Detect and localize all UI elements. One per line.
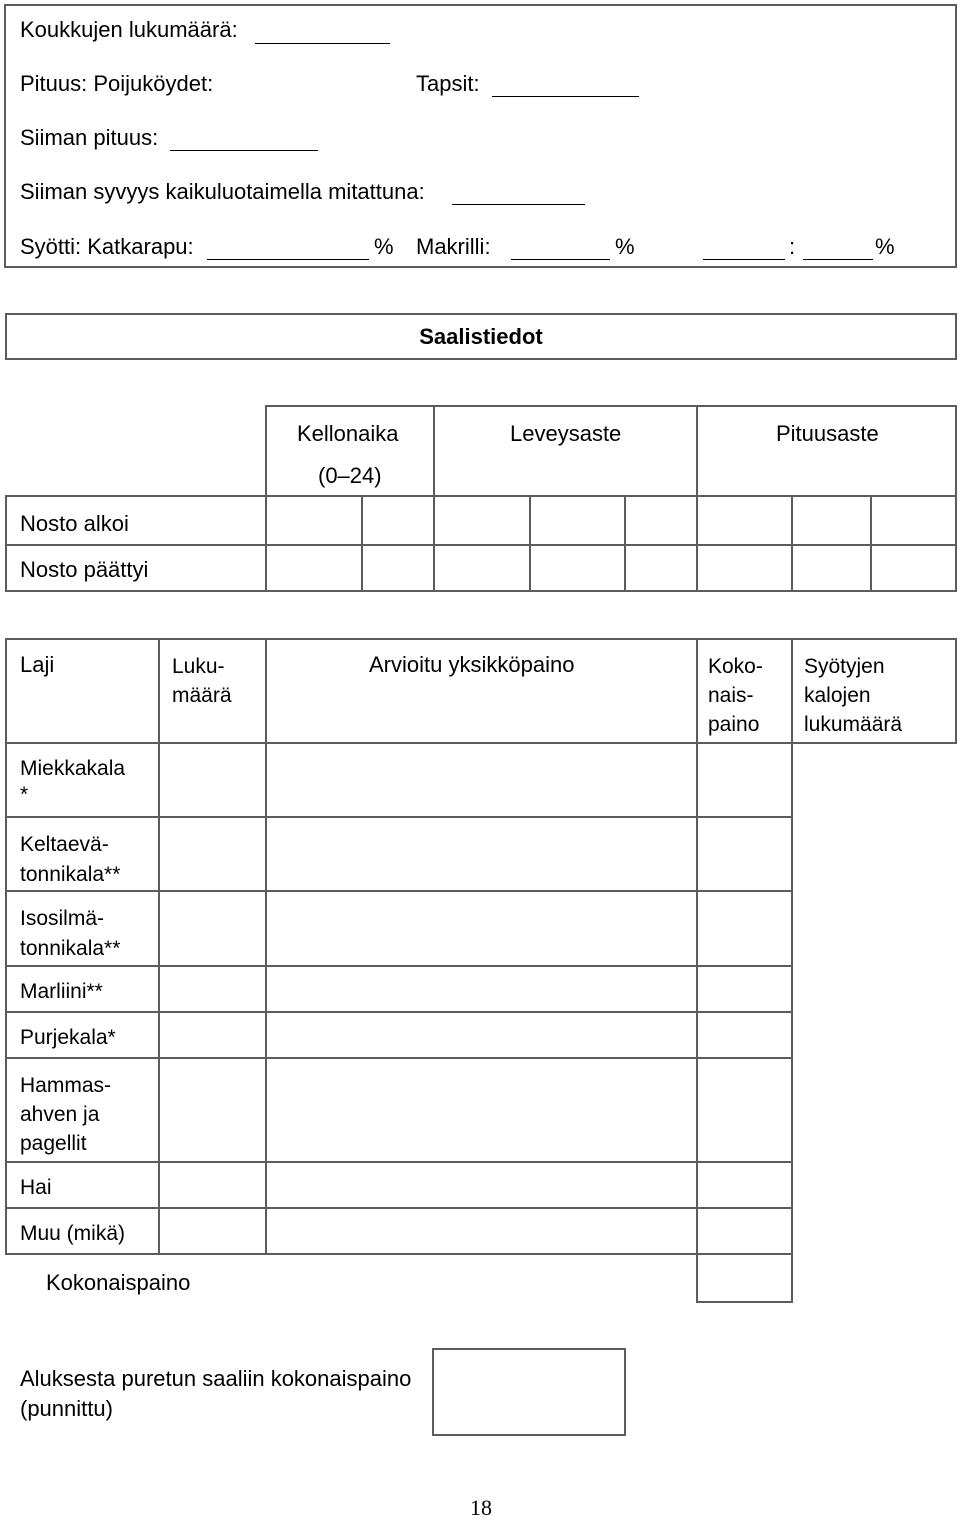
page-number: 18 (470, 1495, 492, 1520)
length-label: Pituus: Poijuköydet: (20, 71, 214, 96)
makrilli-label: Makrilli: (416, 234, 491, 259)
depth-blank[interactable] (452, 204, 585, 205)
species-row-label: Hammas- ahven ja pagellit (20, 1074, 112, 1155)
species-row-label: Muu (mikä) (20, 1222, 126, 1245)
species-row-label: Keltaevä- tonnikala** (20, 833, 121, 886)
hooks-label: Koukkujen lukumäärä: (20, 17, 238, 42)
row-haul-end: Nosto päättyi (20, 557, 149, 582)
col-eaten-count-header: Syötyjen kalojen lukumäärä (804, 655, 903, 736)
line-length-blank[interactable] (170, 150, 318, 151)
other-bait-percent: % (875, 234, 895, 259)
makrilli-percent: % (615, 234, 635, 259)
col-time-range: (0–24) (318, 463, 382, 488)
total-weight-label: Kokonaispaino (46, 1270, 191, 1295)
other-bait-colon: : (789, 234, 796, 259)
other-bait-name-blank[interactable] (703, 259, 785, 260)
makrilli-blank[interactable] (511, 259, 610, 260)
line-length-label: Siiman pituus: (20, 125, 159, 150)
katkarapu-percent: % (374, 234, 394, 259)
unloaded-weight-input-box[interactable] (432, 1348, 626, 1436)
col-count-header: Luku- määrä (172, 655, 232, 707)
species-row-label: Marliini** (20, 980, 103, 1003)
row-haul-start: Nosto alkoi (20, 511, 129, 536)
col-time-header: Kellonaika (297, 421, 399, 446)
other-bait-blank[interactable] (803, 259, 873, 260)
hooks-blank[interactable] (255, 43, 390, 44)
catch-info-title-cell (5, 313, 957, 360)
catch-info-title: Saalistiedot (419, 323, 543, 349)
col-longitude-header: Pituusaste (776, 421, 879, 446)
col-est-weight-header: Arvioitu yksikköpaino (369, 652, 575, 677)
species-row-label: Isosilmä- tonnikala** (20, 907, 121, 960)
species-row-label: Purjekala* (20, 1026, 116, 1049)
unloaded-weight-label: Aluksesta puretun saaliin kokonaispaino (punnittu) (20, 1366, 412, 1421)
depth-label: Siiman syvyys kaikuluotaimella mitattuna: (20, 179, 425, 204)
tapsit-label: Tapsit: (416, 71, 480, 96)
tapsit-blank[interactable] (492, 96, 639, 97)
col-species-header: Laji (20, 652, 55, 677)
col-latitude-header: Leveysaste (510, 421, 622, 446)
species-row-label: Miekkakala * (20, 757, 126, 806)
katkarapu-blank[interactable] (207, 259, 369, 260)
bait-label: Syötti: Katkarapu: (20, 234, 194, 259)
col-total-weight-header: Koko- nais- paino (708, 655, 763, 736)
species-row-label: Hai (20, 1176, 52, 1199)
